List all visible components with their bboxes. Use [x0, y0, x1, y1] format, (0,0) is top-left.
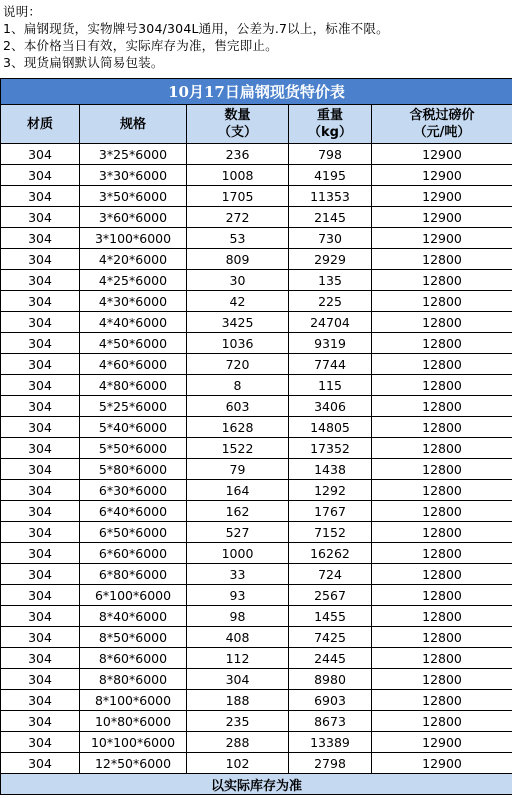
- cell-material: 304: [1, 144, 80, 165]
- cell-material: 304: [1, 186, 80, 207]
- cell-weight: 9319: [289, 333, 372, 354]
- table-row: [1, 354, 512, 375]
- cell-material: 304: [1, 165, 80, 186]
- cell-price: 12800: [372, 690, 512, 711]
- cell-spec: 5*80*6000: [80, 459, 187, 480]
- cell-weight: 8673: [289, 711, 372, 732]
- cell-qty: 304: [187, 669, 289, 690]
- cell-qty: 288: [187, 732, 289, 753]
- cell-weight: 13389: [289, 732, 372, 753]
- cell-material: 304: [1, 459, 80, 480]
- cell-price: 12800: [372, 501, 512, 522]
- price-table: [0, 78, 512, 795]
- cell-spec: 3*100*6000: [80, 228, 187, 249]
- cell-weight: 24704: [289, 312, 372, 333]
- table-row: [1, 249, 512, 270]
- cell-price: 12800: [372, 270, 512, 291]
- cell-material: 304: [1, 438, 80, 459]
- cell-qty: 112: [187, 648, 289, 669]
- cell-qty: 79: [187, 459, 289, 480]
- cell-spec: 5*40*6000: [80, 417, 187, 438]
- cell-spec: 8*60*6000: [80, 648, 187, 669]
- cell-price: 12800: [372, 375, 512, 396]
- cell-spec: 6*60*6000: [80, 543, 187, 564]
- cell-material: 304: [1, 249, 80, 270]
- cell-price: 12800: [372, 291, 512, 312]
- table-row: [1, 522, 512, 543]
- table-row: [1, 585, 512, 606]
- cell-qty: 603: [187, 396, 289, 417]
- table-row: [1, 165, 512, 186]
- cell-material: 304: [1, 753, 80, 774]
- cell-material: 304: [1, 501, 80, 522]
- cell-material: 304: [1, 564, 80, 585]
- cell-qty: 1000: [187, 543, 289, 564]
- table-footer: 以实际库存为准: [1, 774, 512, 795]
- cell-price: 12800: [372, 312, 512, 333]
- cell-qty: 1008: [187, 165, 289, 186]
- table-row: [1, 627, 512, 648]
- cell-material: 304: [1, 270, 80, 291]
- cell-spec: 4*50*6000: [80, 333, 187, 354]
- table-row: [1, 270, 512, 291]
- cell-price: 12800: [372, 480, 512, 501]
- cell-price: 12900: [372, 207, 512, 228]
- table-row: [1, 753, 512, 774]
- header-weight: [289, 105, 372, 144]
- cell-spec: 4*80*6000: [80, 375, 187, 396]
- table-row: [1, 459, 512, 480]
- cell-qty: 162: [187, 501, 289, 522]
- cell-price: 12800: [372, 417, 512, 438]
- cell-price: 12900: [372, 144, 512, 165]
- table-row: [1, 438, 512, 459]
- cell-price: 12800: [372, 585, 512, 606]
- cell-price: 12800: [372, 522, 512, 543]
- cell-material: 304: [1, 333, 80, 354]
- table-row: [1, 228, 512, 249]
- cell-weight: 730: [289, 228, 372, 249]
- table-row: [1, 144, 512, 165]
- notes-block: [0, 0, 512, 78]
- table-row: [1, 291, 512, 312]
- cell-weight: 2798: [289, 753, 372, 774]
- cell-qty: 408: [187, 627, 289, 648]
- cell-qty: 102: [187, 753, 289, 774]
- cell-qty: 30: [187, 270, 289, 291]
- table-title: 10月17日扁钢现货特价表: [1, 79, 512, 105]
- cell-weight: 7152: [289, 522, 372, 543]
- cell-qty: 235: [187, 711, 289, 732]
- cell-spec: 4*60*6000: [80, 354, 187, 375]
- cell-spec: 3*30*6000: [80, 165, 187, 186]
- header-price: [372, 105, 512, 144]
- cell-price: 12900: [372, 228, 512, 249]
- cell-price: 12800: [372, 711, 512, 732]
- cell-qty: 1036: [187, 333, 289, 354]
- cell-price: 12800: [372, 627, 512, 648]
- cell-material: 304: [1, 417, 80, 438]
- table-row: [1, 333, 512, 354]
- cell-qty: 1705: [187, 186, 289, 207]
- cell-price: 12800: [372, 396, 512, 417]
- table-row: [1, 669, 512, 690]
- cell-material: 304: [1, 669, 80, 690]
- table-footer-row: [1, 774, 512, 795]
- cell-qty: 98: [187, 606, 289, 627]
- header-qty: [187, 105, 289, 144]
- header-qty-unit: （支）: [217, 125, 257, 140]
- cell-spec: 8*50*6000: [80, 627, 187, 648]
- cell-material: 304: [1, 543, 80, 564]
- table-row: [1, 690, 512, 711]
- cell-price: 12900: [372, 753, 512, 774]
- cell-price: 12800: [372, 648, 512, 669]
- cell-weight: 7425: [289, 627, 372, 648]
- cell-qty: 53: [187, 228, 289, 249]
- header-spec: 规格: [80, 105, 187, 144]
- cell-weight: 135: [289, 270, 372, 291]
- cell-spec: 4*40*6000: [80, 312, 187, 333]
- cell-weight: 6903: [289, 690, 372, 711]
- cell-qty: 809: [187, 249, 289, 270]
- header-qty-label: 数量: [224, 108, 251, 123]
- cell-spec: 6*100*6000: [80, 585, 187, 606]
- cell-weight: 115: [289, 375, 372, 396]
- cell-spec: 4*30*6000: [80, 291, 187, 312]
- header-price-unit: （元/吨）: [413, 125, 471, 140]
- cell-spec: 3*60*6000: [80, 207, 187, 228]
- cell-price: 12800: [372, 249, 512, 270]
- cell-qty: 164: [187, 480, 289, 501]
- cell-weight: 2145: [289, 207, 372, 228]
- cell-material: 304: [1, 480, 80, 501]
- cell-spec: 6*50*6000: [80, 522, 187, 543]
- table-row: [1, 606, 512, 627]
- cell-price: 12800: [372, 606, 512, 627]
- cell-qty: 8: [187, 375, 289, 396]
- cell-qty: 42: [187, 291, 289, 312]
- table-title-row: [1, 79, 512, 105]
- cell-material: 304: [1, 228, 80, 249]
- cell-material: 304: [1, 207, 80, 228]
- table-row: [1, 480, 512, 501]
- cell-weight: 4195: [289, 165, 372, 186]
- cell-price: 12900: [372, 732, 512, 753]
- table-row: [1, 312, 512, 333]
- note-line-2: 2、本价格当日有效，实际库存为准，售完即止。: [3, 38, 278, 53]
- cell-spec: 8*80*6000: [80, 669, 187, 690]
- cell-weight: 17352: [289, 438, 372, 459]
- cell-spec: 6*80*6000: [80, 564, 187, 585]
- cell-weight: 2929: [289, 249, 372, 270]
- table-row: [1, 564, 512, 585]
- cell-qty: 188: [187, 690, 289, 711]
- cell-price: 12800: [372, 354, 512, 375]
- cell-qty: 1522: [187, 438, 289, 459]
- cell-price: 12800: [372, 564, 512, 585]
- cell-spec: 8*40*6000: [80, 606, 187, 627]
- table-row: [1, 207, 512, 228]
- table-row: [1, 732, 512, 753]
- cell-material: 304: [1, 375, 80, 396]
- note-line-1: 1、扁钢现货，实物牌号304/304L通用，公差为.7以上，标准不限。: [3, 21, 389, 36]
- cell-qty: 236: [187, 144, 289, 165]
- cell-material: 304: [1, 522, 80, 543]
- cell-material: 304: [1, 354, 80, 375]
- cell-material: 304: [1, 585, 80, 606]
- cell-qty: 1628: [187, 417, 289, 438]
- cell-price: 12800: [372, 543, 512, 564]
- cell-price: 12900: [372, 186, 512, 207]
- header-weight-label: 重量: [316, 108, 343, 123]
- cell-spec: 3*50*6000: [80, 186, 187, 207]
- cell-spec: 5*25*6000: [80, 396, 187, 417]
- cell-spec: 4*25*6000: [80, 270, 187, 291]
- cell-material: 304: [1, 648, 80, 669]
- cell-spec: 8*100*6000: [80, 690, 187, 711]
- cell-spec: 3*25*6000: [80, 144, 187, 165]
- cell-price: 12800: [372, 669, 512, 690]
- cell-weight: 2445: [289, 648, 372, 669]
- cell-material: 304: [1, 291, 80, 312]
- cell-weight: 724: [289, 564, 372, 585]
- table-row: [1, 375, 512, 396]
- cell-spec: 12*50*6000: [80, 753, 187, 774]
- cell-weight: 798: [289, 144, 372, 165]
- cell-material: 304: [1, 606, 80, 627]
- cell-qty: 93: [187, 585, 289, 606]
- cell-weight: 3406: [289, 396, 372, 417]
- header-material: 材质: [1, 105, 80, 144]
- cell-price: 12800: [372, 333, 512, 354]
- cell-material: 304: [1, 312, 80, 333]
- table-header-row: [1, 105, 512, 144]
- table-row: [1, 417, 512, 438]
- table-row: [1, 711, 512, 732]
- note-line-3: 3、现货扁钢默认简易包装。: [3, 55, 164, 70]
- cell-material: 304: [1, 690, 80, 711]
- table-row: [1, 543, 512, 564]
- table-row: [1, 501, 512, 522]
- cell-weight: 7744: [289, 354, 372, 375]
- cell-spec: 6*30*6000: [80, 480, 187, 501]
- cell-spec: 10*100*6000: [80, 732, 187, 753]
- cell-weight: 1438: [289, 459, 372, 480]
- cell-weight: 14805: [289, 417, 372, 438]
- cell-material: 304: [1, 732, 80, 753]
- notes-heading: 说明：: [3, 4, 42, 19]
- cell-weight: 225: [289, 291, 372, 312]
- cell-material: 304: [1, 396, 80, 417]
- cell-qty: 3425: [187, 312, 289, 333]
- cell-weight: 16262: [289, 543, 372, 564]
- cell-material: 304: [1, 711, 80, 732]
- cell-spec: 4*20*6000: [80, 249, 187, 270]
- table-row: [1, 396, 512, 417]
- cell-qty: 33: [187, 564, 289, 585]
- cell-price: 12800: [372, 459, 512, 480]
- table-body: [1, 144, 512, 774]
- cell-weight: 1292: [289, 480, 372, 501]
- table-row: [1, 186, 512, 207]
- cell-qty: 720: [187, 354, 289, 375]
- cell-price: 12800: [372, 438, 512, 459]
- header-price-label: 含税过磅价: [409, 108, 475, 123]
- header-weight-unit: （kg）: [308, 125, 352, 140]
- cell-weight: 1455: [289, 606, 372, 627]
- cell-qty: 527: [187, 522, 289, 543]
- cell-weight: 8980: [289, 669, 372, 690]
- cell-weight: 11353: [289, 186, 372, 207]
- cell-weight: 1767: [289, 501, 372, 522]
- cell-spec: 6*40*6000: [80, 501, 187, 522]
- table-row: [1, 648, 512, 669]
- cell-weight: 2567: [289, 585, 372, 606]
- cell-material: 304: [1, 627, 80, 648]
- cell-price: 12900: [372, 165, 512, 186]
- cell-spec: 5*50*6000: [80, 438, 187, 459]
- cell-spec: 10*80*6000: [80, 711, 187, 732]
- cell-qty: 272: [187, 207, 289, 228]
